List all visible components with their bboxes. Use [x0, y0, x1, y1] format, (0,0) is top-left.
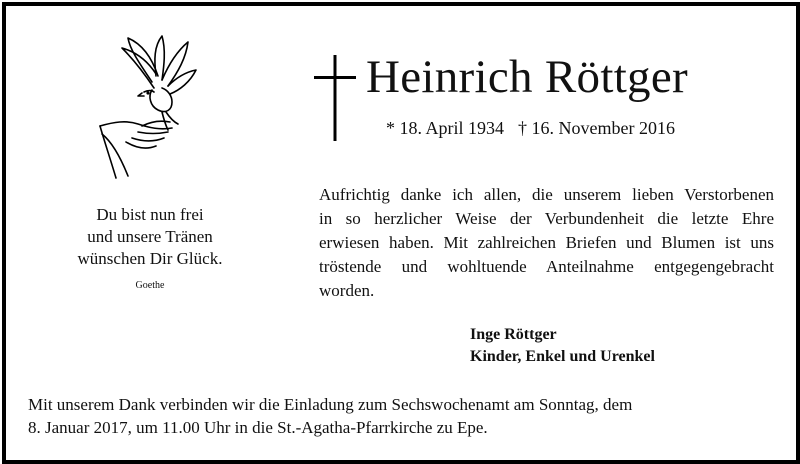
poem-line: und unsere Tränen — [87, 227, 213, 246]
thanks-line: tröstende und wohltuende Anteilnahme entgegengebracht — [319, 257, 774, 276]
thanks-line: Aufrichtig danke ich allen, die unserem lieben Verstorbenen — [319, 185, 774, 204]
signer-family: Kinder, Enkel und Urenkel — [470, 348, 655, 365]
deceased-name: Heinrich Röttger — [366, 51, 688, 103]
invitation — [28, 393, 728, 439]
signer-primary: Inge Röttger — [470, 326, 557, 343]
signers — [470, 324, 655, 368]
death-date: † 16. November 2016 — [518, 118, 675, 138]
invitation-line: Mit unserem Dank verbinden wir die Einladung zum Sechswochenamt am Sonntag, dem — [28, 395, 633, 414]
thanks-text — [319, 183, 774, 303]
thanks-line: erwiesen haben. Mit zahlreichen Briefen und Blumen ist uns — [319, 233, 774, 252]
birth-date: * 18. April 1934 — [386, 118, 505, 138]
life-dates — [386, 118, 675, 139]
thanks-line: worden. — [319, 281, 375, 300]
poem — [60, 204, 240, 270]
poem-line: Du bist nun frei — [96, 205, 204, 224]
poem-author: Goethe — [135, 280, 165, 291]
poem-line: wünschen Dir Glück. — [77, 249, 223, 268]
dove-hands-icon — [92, 30, 202, 180]
thanks-line: in so herzlicher Weise der Verbundenheit die letzte Ehre — [319, 209, 774, 228]
cross-icon — [314, 55, 356, 141]
invitation-line: 8. Januar 2017, um 11.00 Uhr in die St.-Agatha-Pfarrkirche zu Epe. — [28, 418, 488, 437]
